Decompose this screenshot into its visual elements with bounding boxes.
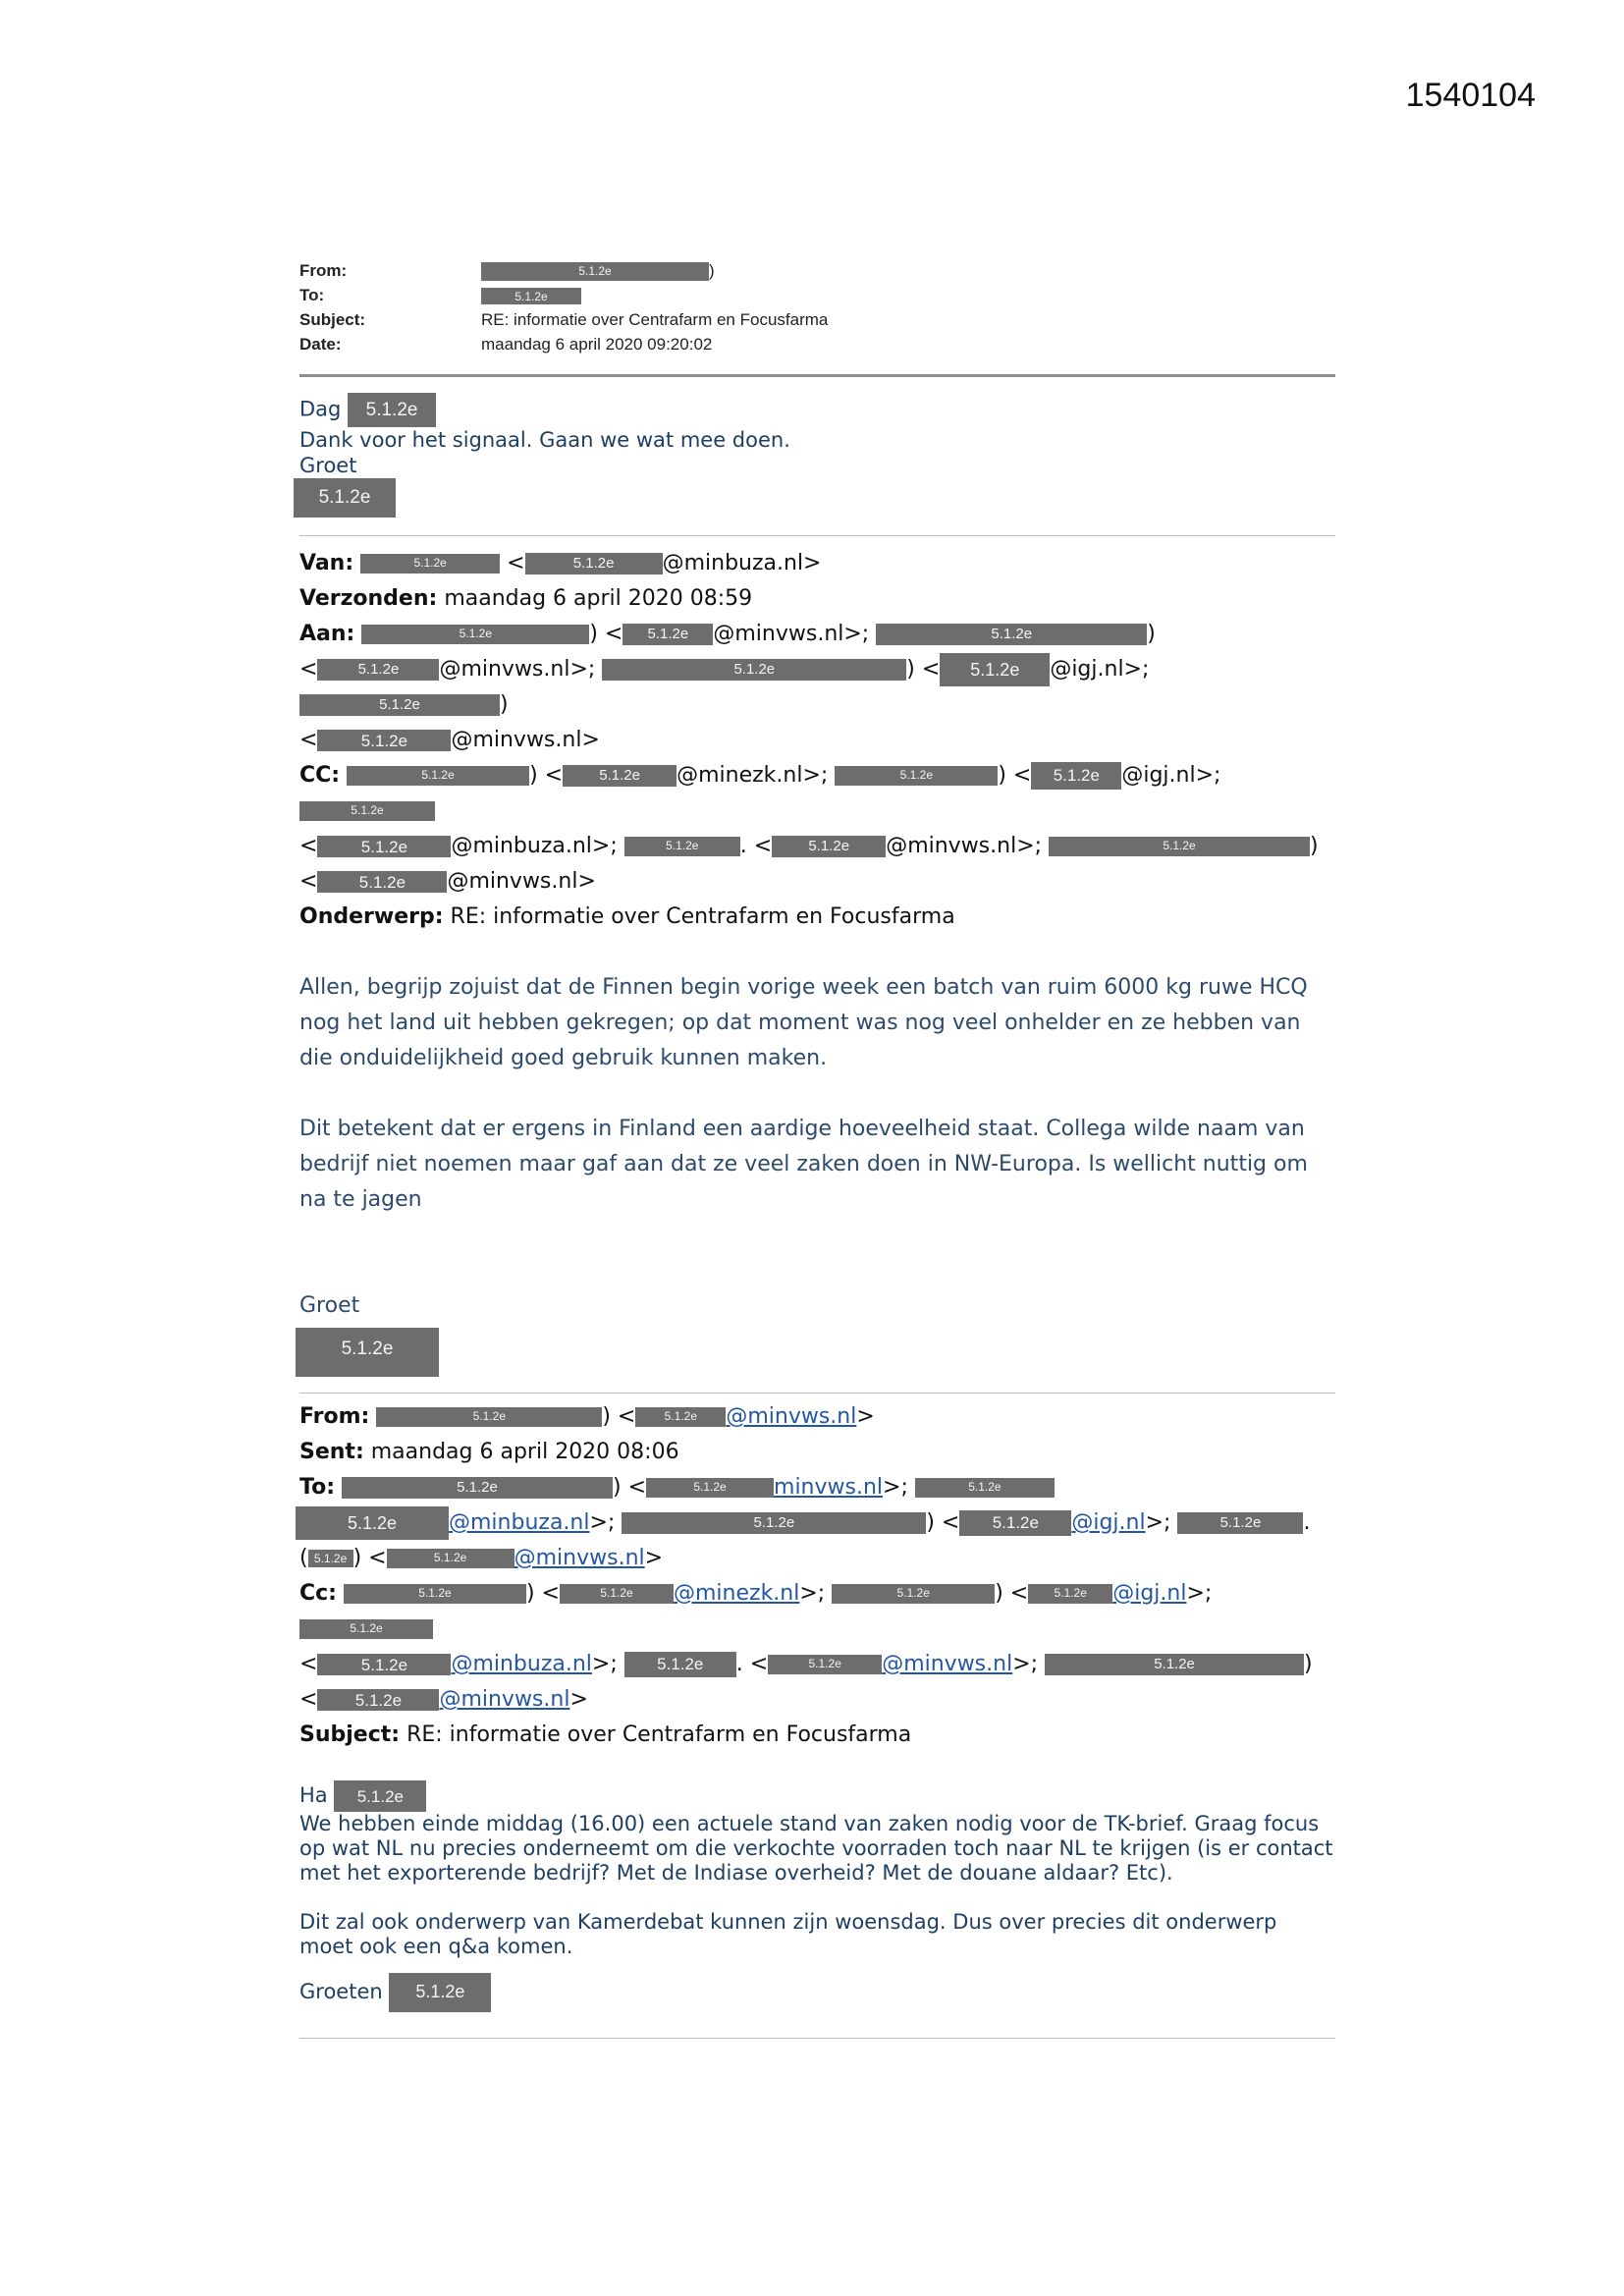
redaction: 5.1.2e [317,730,451,751]
message-3-body [299,1780,1335,2012]
redaction: 5.1.2e [299,1619,433,1639]
divider [299,2038,1335,2039]
redaction: 5.1.2e [832,1584,995,1604]
redaction: 5.1.2e [835,766,998,786]
redaction: 5.1.2e [376,1407,602,1427]
message-3-header: From: 5.1.2e ) < 5.1.2e @minvws.nl> Sent: maandag 6 april 2020 08:06 To: 5.1.2e ) < 5.1.2e minvws.nl>; 5.1.2e 5.1.2e @minbuza.nl>; 5.1.2e ) < 5.1.2e @igj.nl>; 5.1.2e . ( 5.1.2e ) < 5.1.2e @minvws.nl> Cc: 5.1.2e ) < 5.1.2e @minezk.nl>; 5.1.2e ) < 5.1.2e @igj.nl>; 5.1.2e < 5.1.2e @minbuza.nl>; 5.1.2e . < 5.1.2e @minvws.nl>; 5.1.2e ) < 5.1.2e @minvws.nl> Subject: RE: informatie over Centrafarm en Focusfarma [299,1399,1335,1753]
document-id: 1540104 [1405,77,1536,114]
redaction: 5.1.2e [602,659,906,681]
email-link[interactable]: @igj.nl [1112,1581,1187,1606]
onderwerp-value: RE: informatie over Centrafarm en Focusfarma [450,904,955,929]
redaction: 5.1.2e [1028,1584,1112,1604]
redaction: 5.1.2e [317,871,447,893]
date-label: Date: [299,335,342,354]
paragraph: Dit zal ook onderwerp van Kamerdebat kunnen zijn woensdag. Dus over precies dit onderwerp moet ook een q&a komen. [299,1910,1277,1958]
email-link[interactable]: minvws.nl [774,1475,884,1500]
email-domain: @igj.nl>; [1121,763,1221,788]
redaction: 5.1.2e [296,1506,449,1540]
redaction: 5.1.2e [1177,1512,1303,1534]
redaction: 5.1.2e [308,1550,353,1567]
email-domain: @minezk.nl>; [677,763,829,788]
paragraph: Allen, begrijp zojuist dat de Finnen begin vorige week een batch van ruim 6000 kg ruwe HCQ nog het land uit hebben gekregen; op dat moment was nog veel onhelder en ze hebben van die onduidelijkheid goed gebruik kunnen maken. [299,975,1308,1070]
redaction: 5.1.2e [1031,762,1121,790]
redaction: 5.1.2e [347,766,529,786]
greeting: Dag [299,397,342,421]
email-domain: @minbuza.nl> [662,551,822,575]
email-domain: @minvws.nl>; [439,657,596,682]
email-document [299,258,1335,2039]
cc-label: CC: [299,763,341,788]
email-domain: @minvws.nl> [447,869,596,894]
redaction: 5.1.2e [334,1780,426,1812]
redaction: 5.1.2e [387,1549,514,1568]
from-label: From: [299,1404,370,1429]
divider [299,535,1335,536]
subject-label: Subject: [299,1722,401,1747]
greeting: Ha [299,1783,328,1807]
email-domain: @minbuza.nl>; [451,834,618,858]
redaction: 5.1.2e [317,659,439,681]
redaction: 5.1.2e [646,1478,774,1498]
closing: Groet [299,1293,360,1318]
redaction: 5.1.2e [481,288,581,304]
redaction: 5.1.2e [348,393,436,427]
email-link[interactable]: @minbuza.nl [449,1510,590,1535]
email-domain: @igj.nl>; [1050,657,1150,682]
redaction: 5.1.2e [635,1407,726,1427]
sent-label: Sent: [299,1440,364,1464]
subject-label: Subject: [299,310,366,329]
redaction: 5.1.2e [1045,1654,1304,1675]
redaction: 5.1.2e [525,553,663,574]
verzonden-value: maandag 6 april 2020 08:59 [444,586,753,611]
email-domain: @minvws.nl>; [886,834,1043,858]
redaction: 5.1.2e [563,765,677,787]
email-link[interactable]: @minvws.nl [726,1404,857,1429]
email-domain: @minvws.nl>; [713,622,870,646]
from-label: From: [299,261,348,280]
redaction: 5.1.2e [959,1510,1071,1536]
email-link[interactable]: @minbuza.nl [451,1652,592,1676]
redaction: 5.1.2e [622,1512,926,1534]
cc-label: Cc: [299,1581,337,1606]
email-link[interactable]: @igj.nl [1071,1510,1146,1535]
redaction: 5.1.2e [768,1655,882,1674]
subject-value: RE: informatie over Centrafarm en Focusfarma [406,1722,912,1747]
redaction: 5.1.2e [772,836,886,857]
email-link[interactable]: @minvws.nl [439,1687,570,1712]
header-divider [299,374,1335,377]
sent-value: maandag 6 april 2020 08:06 [370,1440,679,1464]
redaction: 5.1.2e [481,262,709,281]
subject-value: RE: informatie over Centrafarm en Focusfarma [481,310,829,329]
van-label: Van: [299,551,354,575]
redaction: 5.1.2e [389,1973,491,2012]
email-domain: @minvws.nl> [451,728,600,752]
redaction: 5.1.2e [624,1652,736,1677]
redaction: 5.1.2e [876,624,1147,645]
paragraph: Dit betekent dat er ergens in Finland een aardige hoeveelheid staat. Collega wilde naam van bedrijf niet noemen maar gaf aan dat ze veel zaken doen in NW-Europa. Is wellicht nuttig om na te jagen [299,1117,1308,1212]
redaction: 5.1.2e [342,1477,613,1499]
redaction: 5.1.2e [344,1584,526,1604]
email-link[interactable]: @minvws.nl [882,1652,1013,1676]
redaction: 5.1.2e [299,801,435,821]
email-link[interactable]: @minezk.nl [674,1581,800,1606]
verzonden-label: Verzonden: [299,586,438,611]
to-label: To: [299,1475,335,1500]
redaction: 5.1.2e [360,554,500,574]
email-link[interactable]: @minvws.nl [514,1546,645,1570]
redaction: 5.1.2e [299,694,500,716]
closing: Groet [299,454,357,477]
redaction: 5.1.2e [915,1478,1055,1498]
redaction: 5.1.2e [296,1328,439,1377]
onderwerp-label: Onderwerp: [299,904,444,929]
redaction: 5.1.2e [560,1584,674,1604]
reply-1 [299,393,1335,518]
paragraph: We hebben einde middag (16.00) een actuele stand van zaken nodig voor de TK-brief. Graag focus op wat NL nu precies onderneemt om die verkochte voorraden toch naar NL te krijgen (is er contact met het exporterende bedrijf? Met de Indiase overheid? Met de douane aldaar? Etc). [299,1812,1333,1885]
message-2-body [299,970,1335,1377]
aan-label: Aan: [299,622,355,646]
to-label: To: [299,286,325,304]
closing: Groeten [299,1980,383,2003]
redaction: 5.1.2e [624,837,740,856]
redaction: 5.1.2e [940,653,1050,686]
redaction: 5.1.2e [1049,837,1310,856]
redaction: 5.1.2e [317,836,451,857]
redaction: 5.1.2e [294,478,396,518]
reply-1-text: Dank voor het signaal. Gaan we wat mee doen. [299,428,790,452]
redaction: 5.1.2e [317,1689,439,1711]
email-header: From: 5.1.2e ) To: 5.1.2e Subject: RE: informatie over Centrafarm en Focusfarma Date: maandag 6 april 2020 09:20:02 [299,258,1335,356]
date-value: maandag 6 april 2020 09:20:02 [481,335,713,354]
redaction: 5.1.2e [361,625,589,644]
message-2-header: Van: 5.1.2e < 5.1.2e @minbuza.nl> Verzonden: maandag 6 april 2020 08:59 Aan: 5.1.2e ) < 5.1.2e @minvws.nl>; 5.1.2e ) < 5.1.2e @minvws.nl>; 5.1.2e ) < 5.1.2e @igj.nl>; 5.1.2e ) < 5.1.2e @minvws.nl> CC: 5.1.2e ) < 5.1.2e @minezk.nl>; 5.1.2e ) < 5.1.2e @igj.nl>; 5.1.2e < 5.1.2e @minbuza.nl>; 5.1.2e . < 5.1.2e @minvws.nl>; 5.1.2e ) < 5.1.2e @minvws.nl> Onderwerp: RE: informatie over Centrafarm en Focusfarma [299,551,1319,929]
redaction: 5.1.2e [317,1654,451,1675]
divider [299,1393,1335,1394]
redaction: 5.1.2e [623,624,713,645]
